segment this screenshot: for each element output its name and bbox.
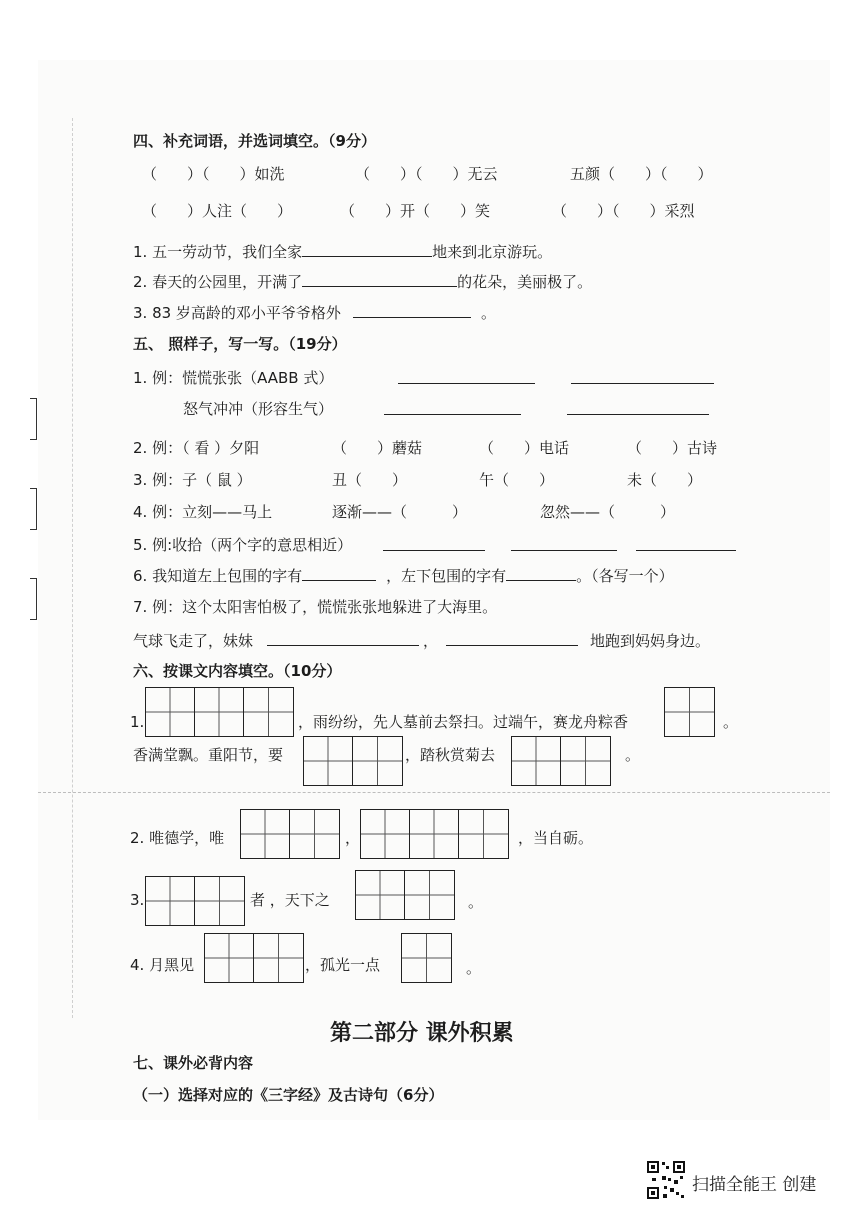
question-text: 。 [723,713,739,731]
idiom-fill: （ ）开（ ）笑 [340,202,491,220]
answer-blank[interactable] [302,271,457,287]
answer-blank[interactable] [383,535,485,551]
idiom-fill: （ ）（ ）无云 [355,165,498,183]
section-5-title: 五、 照样子，写一写。（19分） [133,335,347,353]
question-text: 香满堂飘。重阳节，要 [133,746,284,764]
question-text: 1. 例：慌慌张张（AABB 式） [133,369,334,387]
question-text: 4. 月黑见 [130,956,195,974]
binding-line [72,118,73,1018]
answer-blank[interactable] [506,565,576,581]
section-4-title: 四、补充词语，并选词填空。（9分） [133,132,376,150]
question-text: 午（ ） [479,471,555,489]
answer-blank[interactable] [384,399,521,415]
tianzige-cell[interactable] [290,810,339,858]
tianzige-cell[interactable] [244,688,293,736]
question-text: 2. 唯德学，唯 [130,829,225,847]
answer-blank[interactable] [636,535,736,551]
tianzige-grid[interactable] [145,876,245,926]
question-text: 未（ ） [627,471,703,489]
answer-blank[interactable] [267,630,419,646]
question-text: 怒气冲冲（形容生气） [183,400,334,418]
tianzige-cell[interactable] [561,737,610,785]
question [133,241,552,262]
tianzige-cell[interactable] [195,688,244,736]
question-text: ， [345,829,361,847]
answer-blank[interactable] [511,535,617,551]
tianzige-cell[interactable] [195,877,244,925]
tianzige-cell[interactable] [146,688,195,736]
tianzige-grid[interactable] [360,809,509,859]
tianzige-grid[interactable] [240,809,340,859]
tianzige-cell[interactable] [146,877,195,925]
question-text: （ ）电话 [479,439,570,457]
answer-blank[interactable] [571,368,714,384]
tianzige-grid[interactable] [204,933,304,983]
question-text: 3. 83 岁高龄的邓小平爷爷格外 [133,304,341,322]
tianzige-cell[interactable] [241,810,290,858]
margin-bracket [30,488,37,530]
tianzige-cell[interactable] [512,737,561,785]
question-text: 。（各写一个） [576,567,674,585]
question-text: 地来到北京游玩。 [432,243,553,261]
fold-line [38,792,830,793]
answer-blank[interactable] [302,241,432,257]
question-text: 7. 例：这个太阳害怕极了，慌慌张张地躲进了大海里。 [133,598,498,616]
question-text: 1. 五一劳动节，我们全家 [133,243,303,261]
question-text: 气球飞走了，妹妹 [133,632,254,650]
question-text: ，踏秋赏菊去 [405,746,496,764]
question-text: 5. 例:收拾（两个字的意思相近） [133,536,353,554]
question-text: ，左下包围的字有 [386,567,507,585]
idiom-fill: （ ）人注（ ） [142,202,293,220]
scanner-watermark: 扫描全能王 创建 [692,1175,817,1195]
tianzige-cell[interactable] [205,934,254,982]
question-text: 。 [468,893,484,911]
question-text: 者 ，天下之 [250,891,330,909]
tianzige-cell[interactable] [405,871,454,919]
question-text: 1. [130,713,145,731]
answer-blank[interactable] [353,302,471,318]
answer-blank[interactable] [398,368,535,384]
tianzige-grid[interactable] [401,933,452,983]
margin-bracket [30,578,37,620]
tianzige-cell[interactable] [304,737,353,785]
question [133,630,710,651]
tianzige-cell[interactable] [665,688,714,736]
tianzige-grid[interactable] [145,687,294,737]
tianzige-cell[interactable] [356,871,405,919]
question-text: 地跑到妈妈身边。 [590,632,711,650]
tianzige-cell[interactable] [254,934,303,982]
question [133,271,592,292]
tianzige-cell[interactable] [402,934,451,982]
answer-blank[interactable] [567,399,709,415]
tianzige-grid[interactable] [511,736,611,786]
question-text: 3. 例：子（ 鼠 ） [133,471,252,489]
tianzige-grid[interactable] [664,687,715,737]
question-text: 逐渐——（ ） [332,503,468,521]
answer-blank[interactable] [302,565,376,581]
tianzige-grid[interactable] [303,736,403,786]
idiom-fill: （ ）（ ）采烈 [552,202,695,220]
qr-code-icon [646,1160,686,1200]
part-2-title: 第二部分 课外积累 [330,1021,514,1046]
tianzige-grid[interactable] [355,870,455,920]
question [133,565,674,586]
margin-bracket [30,398,37,440]
idiom-fill: （ ）（ ）如洗 [142,165,285,183]
question-text: 3. [130,891,145,909]
idiom-fill: 五颜（ ）（ ） [570,165,713,183]
section-7-title: 七、课外必背内容 [133,1054,254,1072]
question-text: 2. 例：（ 看 ）夕阳 [133,439,260,457]
question-text: 。 [625,746,641,764]
question-text: 忽然——（ ） [540,503,676,521]
section-6-title: 六、按课文内容填空。（10分） [133,662,342,680]
tianzige-cell[interactable] [459,810,508,858]
subsection-title: （一）选择对应的《三字经》及古诗句（6分） [133,1086,444,1104]
tianzige-cell[interactable] [353,737,402,785]
question-text: ，雨纷纷，先人墓前去祭扫。过端午，赛龙舟粽香 [298,713,629,731]
question-text: （ ）古诗 [627,439,718,457]
tianzige-cell[interactable] [361,810,410,858]
question [133,302,496,323]
answer-blank[interactable] [446,630,578,646]
tianzige-cell[interactable] [410,810,459,858]
question-text: 2. 春天的公园里，开满了 [133,273,303,291]
question-text: ， [423,632,439,650]
question-text: ，当自砺。 [518,829,594,847]
question-text: （ ）蘑菇 [332,439,423,457]
question-text: 。 [466,959,482,977]
question-text: 的花朵，美丽极了。 [457,273,593,291]
question-text: 。 [480,304,496,322]
question-text: ，孤光一点 [305,956,381,974]
question-text: 4. 例：立刻——马上 [133,503,273,521]
question-text: 丑（ ） [332,471,408,489]
question-text: 6. 我知道左上包围的字有 [133,567,303,585]
